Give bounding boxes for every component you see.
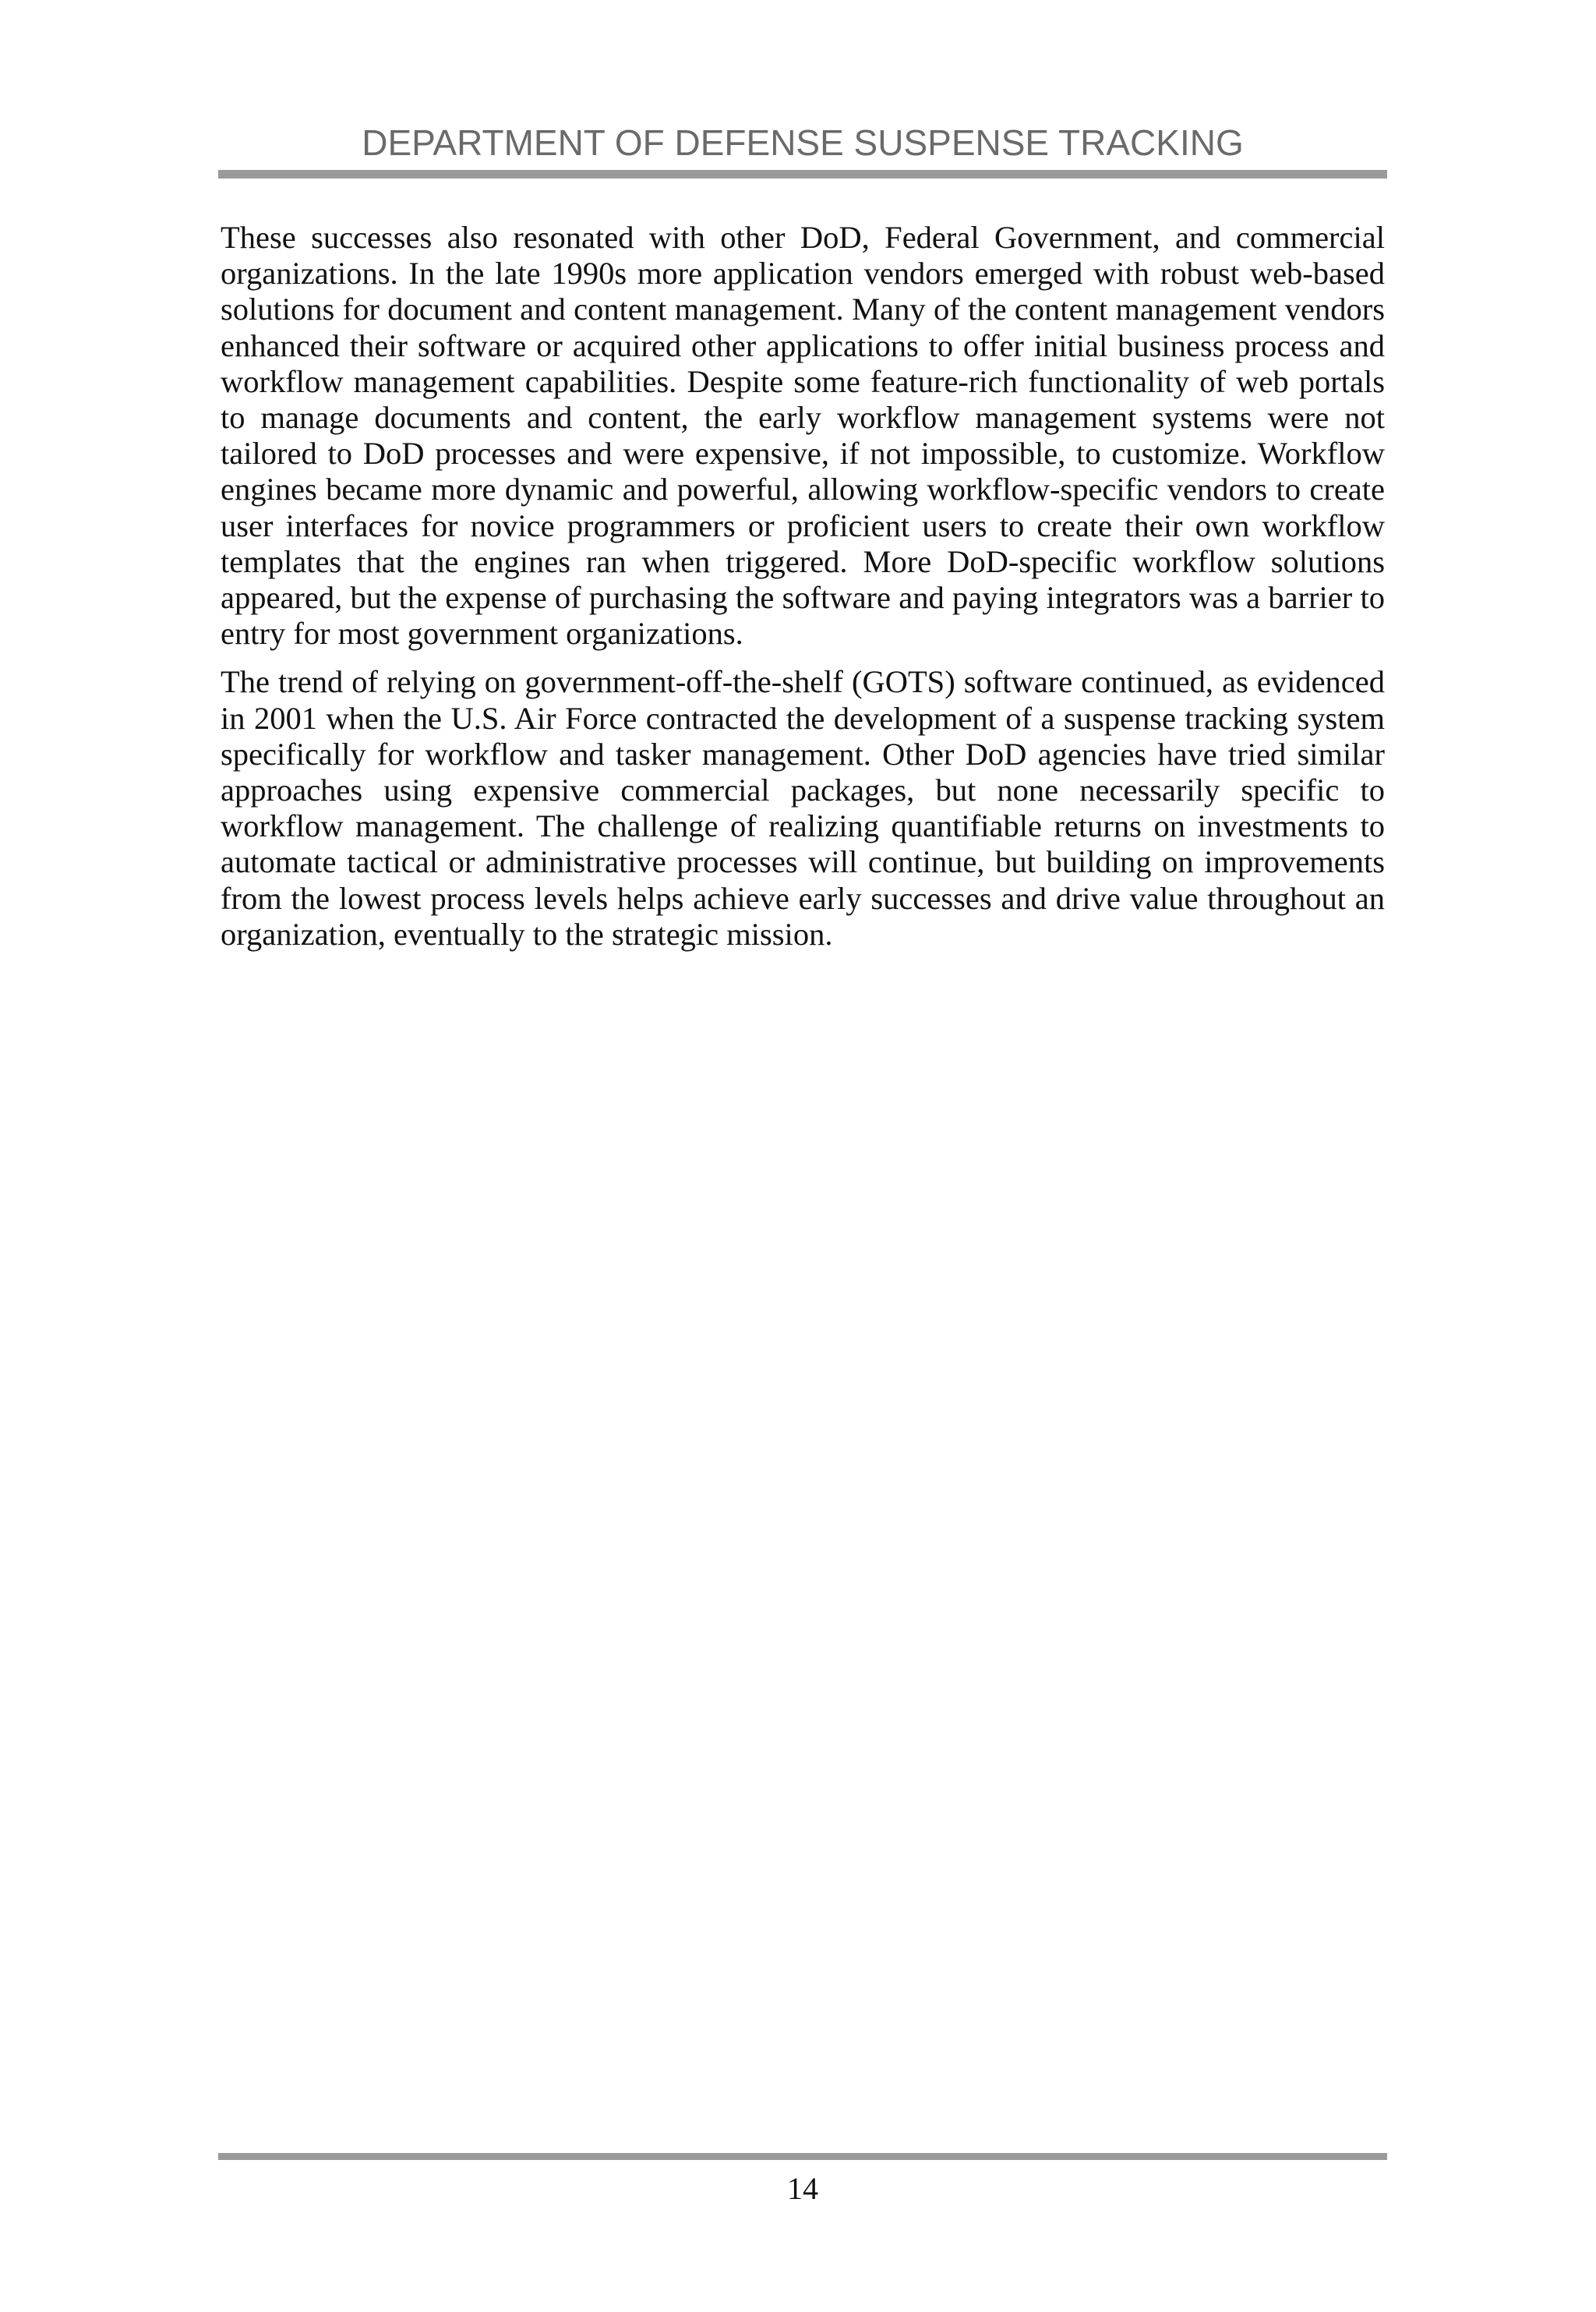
running-header-title: DEPARTMENT OF DEFENSE SUSPENSE TRACKING xyxy=(362,122,1244,163)
body-text xyxy=(221,220,1385,965)
header-rule xyxy=(218,170,1387,179)
paragraph: These successes also resonated with other DoD, Federal Government, and commercial organizations. In the late 1990s more application vendors emerged with robust web-based solutions for document and content management. Many of the content management vendors enhanced their software or acquired other applications to offer initial business process and workflow management capabilities. Despite some feature-rich functionality of web portals to manage documents and content, the early workflow management systems were not tailored to DoD processes and were expensive, if not impossible, to customize. Workflow engines became more dynamic and powerful, allowing workflow-specific vendors to create user interfaces for novice programmers or proficient users to create their own workflow templates that the engines ran when triggered. More DoD-specific workflow solutions appeared, but the expense of purchasing the software and paying integrators was a barrier to entry for most government organizations. xyxy=(221,220,1385,652)
footer-rule xyxy=(218,2153,1387,2160)
paragraph: The trend of relying on government-off-the-shelf (GOTS) software continued, as evidenced in 2001 when the U.S. Air Force contracted the development of a suspense tracking system specifically for workflow and tasker management. Other DoD agencies have tried similar approaches using expensive commercial packages, but none necessarily specific to workflow management. The challenge of realizing quantifiable returns on investments to automate tactical or administrative processes will continue, but building on improvements from the lowest process levels helps achieve early successes and drive value throughout an organization, eventually to the strategic mission. xyxy=(221,664,1385,952)
running-header xyxy=(218,122,1387,163)
page-number: 14 xyxy=(787,2171,818,2206)
